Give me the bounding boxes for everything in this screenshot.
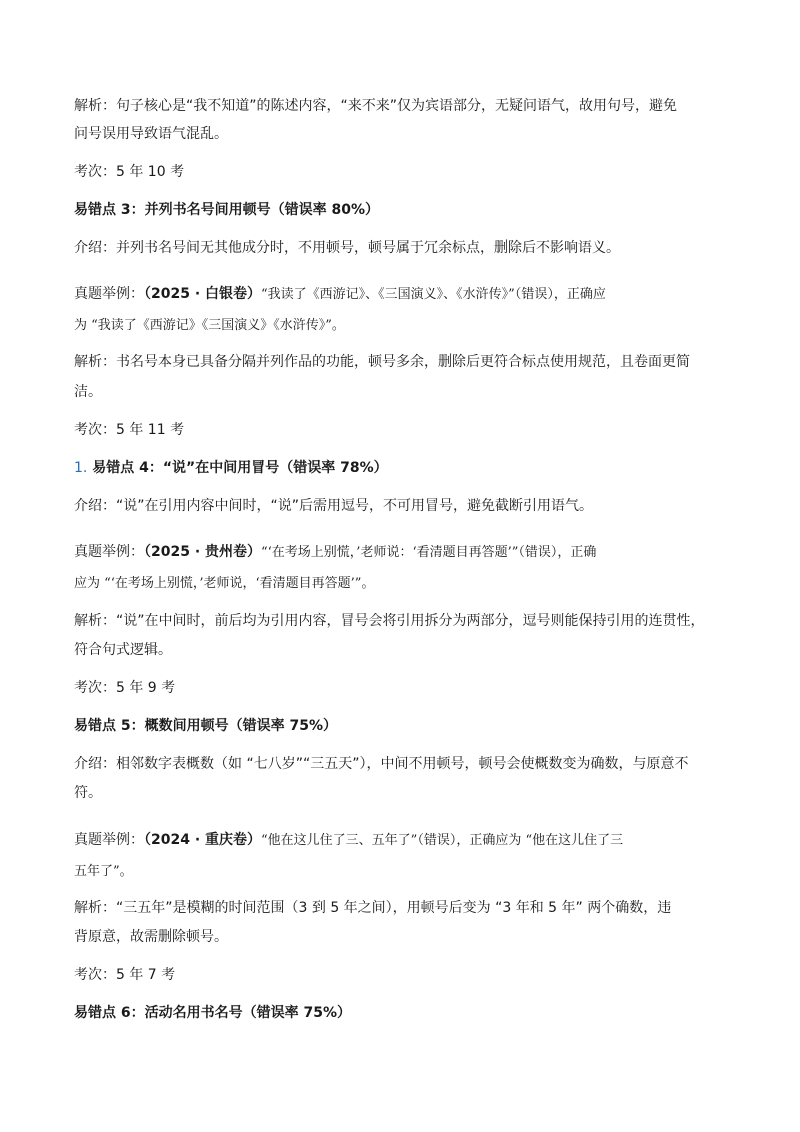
example-label: 真题举例： [74, 286, 144, 302]
example-line [74, 830, 623, 851]
exam-source: （2025 · 贵州卷） [144, 544, 262, 560]
analysis-text: 背原意，故需删除顿号。 [74, 929, 228, 945]
example-sentence: 应为 “‘在考场上别慌，’老师说，‘看清题目再答题’”。 [74, 576, 375, 591]
example-sentence: 五年了”。 [74, 864, 133, 879]
exam-count: 考次：5 年 10 考 [74, 164, 185, 180]
exam-count: 考次：5 年 11 考 [74, 422, 185, 438]
error-point-heading: 易错点 3：并列书名号间用顿号（错误率 80%） [74, 202, 379, 218]
example-label: 真题举例： [74, 832, 144, 848]
analysis-text: 解析：书名号本身已具备分隔并列作品的功能，顿号多余，删除后更符合标点使用规范，且卷面更简 [74, 354, 690, 370]
example-line [74, 542, 596, 563]
error-point-heading: 易错点 5：概数间用顿号（错误率 75%） [74, 718, 337, 734]
example-sentence: “‘在考场上别慌，’老师说：‘看清题目再答题’”（错误），正确 [261, 545, 597, 560]
introduction-text: 介绍：“说”在引用内容中间时，“说”后需用逗号，不可用冒号，避免截断引用语气。 [74, 498, 594, 514]
example-sentence: 为 “我读了《西游记》《三国演义》《水浒传》”。 [74, 318, 345, 333]
exam-count: 考次：5 年 7 考 [74, 967, 176, 983]
analysis-text: 洁。 [74, 384, 102, 400]
heading-text: 易错点 4：“说”在中间用冒号（错误率 78%） [92, 460, 388, 476]
example-sentence: “我读了《西游记》、《三国演义》、《水浒传》”（错误），正确应 [261, 287, 606, 302]
list-number: 1. [74, 460, 88, 476]
analysis-text: 符合句式逻辑。 [74, 642, 172, 658]
exam-count: 考次：5 年 9 考 [74, 680, 176, 696]
error-point-heading: 易错点 6：活动名用书名号（错误率 75%） [74, 1005, 351, 1021]
example-line [74, 284, 606, 305]
analysis-text: 解析：“说”在中间时，前后均为引用内容，冒号会将引用拆分为两部分，逗号则能保持引用的连贯性， [74, 613, 705, 629]
introduction-text: 介绍：并列书名号间无其他成分时，不用顿号，顿号属于冗余标点，删除后不影响语义。 [74, 240, 620, 256]
introduction-text: 介绍：相邻数字表概数（如 “七八岁”“三五天”），中间不用顿号，顿号会使概数变为确数，与原意不 [74, 756, 689, 772]
analysis-text: 解析：“三五年”是模糊的时间范围（3 到 5 年之间），用顿号后变为 “3 年和 5 年” 两个确数，违 [74, 900, 672, 916]
analysis-text: 解析：句子核心是“我不知道”的陈述内容，“来不来”仅为宾语部分，无疑问语气，故用句号，避免 [74, 98, 678, 114]
example-label: 真题举例： [74, 544, 144, 560]
error-point-heading [74, 458, 388, 478]
introduction-text: 符。 [74, 785, 102, 801]
example-sentence: “他在这儿住了三、五年了”（错误），正确应为 “他在这儿住了三 [261, 833, 624, 848]
exam-source: （2025 · 白银卷） [144, 286, 262, 302]
exam-source: （2024 · 重庆卷） [144, 832, 262, 848]
analysis-text: 问号误用导致语气混乱。 [74, 126, 228, 142]
